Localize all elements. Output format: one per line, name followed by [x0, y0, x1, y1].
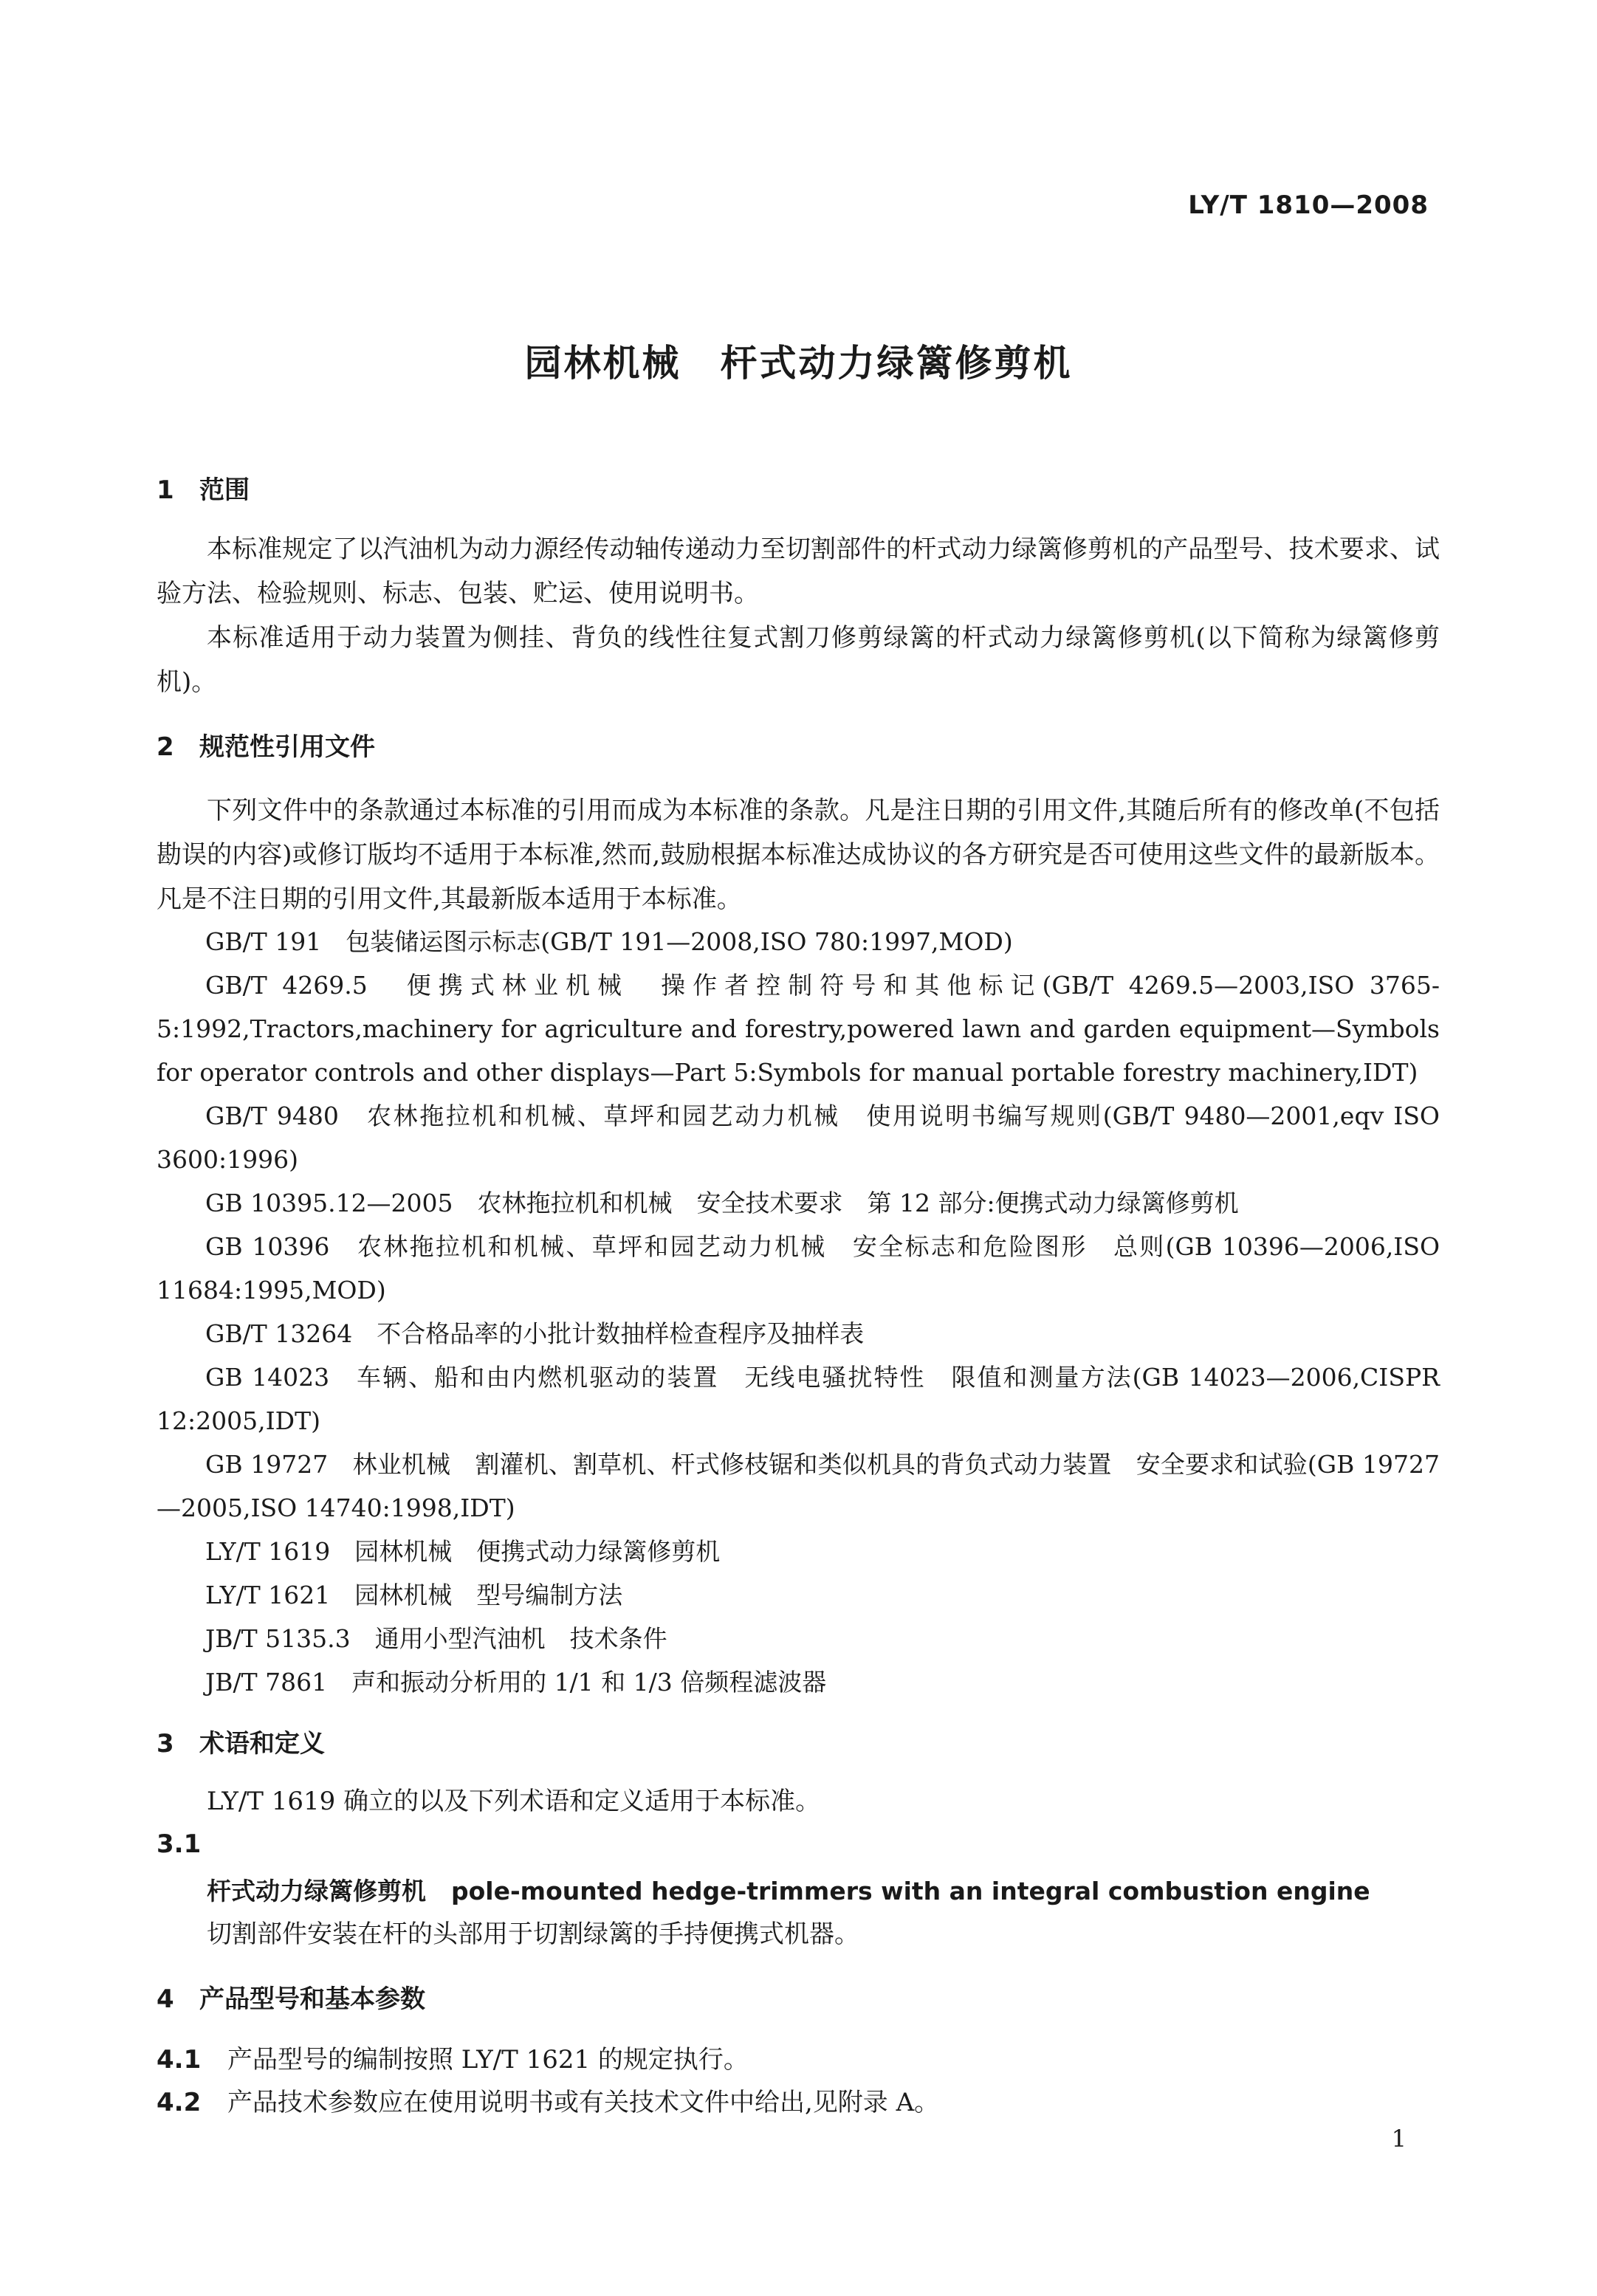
clause-number: 4.1 [157, 2045, 202, 2075]
term-definition: 切割部件安装在杆的头部用于切割绿篱的手持便携式机器。 [207, 1919, 859, 1949]
clause-number: 4.2 [157, 2088, 202, 2117]
section-heading [157, 470, 250, 506]
reference-item: GB/T 4269.5 便携式林业机械 操作者控制符号和其他标记(GB/T 4269.5—2003,ISO 3765-5:1992,Tractors,machinery for agriculture and forestry,powered lawn and garden equipment—Symbols for operator controls and other displays—Part 5:Symbols for manual portable forestry machinery,IDT) [157, 971, 1440, 1087]
term-chinese: 杆式动力绿篱修剪机 [207, 1877, 426, 1905]
term-number: 3.1 [157, 1829, 202, 1859]
section-title: 术语和定义 [199, 1729, 325, 1759]
section-number: 4 [157, 1984, 174, 2014]
term-entry [207, 1872, 1440, 1907]
clause-text: 产品型号的编制按照 LY/T 1621 的规定执行。 [227, 2045, 749, 2075]
reference-item: GB/T 191 包装储运图示标志(GB/T 191—2008,ISO 780:1997,MOD) [205, 927, 1013, 956]
section-number: 2 [157, 732, 174, 762]
section-title: 范围 [199, 475, 250, 505]
section-number: 3 [157, 1729, 174, 1759]
reference-item: GB/T 9480 农林拖拉机和机械、草坪和园艺动力机械 使用说明书编写规则(GB/T 9480—2001,eqv ISO 3600:1996) [157, 1101, 1440, 1174]
section-number: 1 [157, 475, 174, 505]
reference-item: GB/T 13264 不合格品率的小批计数抽样检查程序及抽样表 [205, 1319, 865, 1348]
paragraph: 本标准适用于动力装置为侧挂、背负的线性往复式割刀修剪绿篱的杆式动力绿篱修剪机(以下简称为绿篱修剪机)。 [157, 623, 1440, 697]
document-code: LY/T 1810—2008 [1188, 190, 1429, 220]
reference-item: LY/T 1621 园林机械 型号编制方法 [205, 1581, 623, 1609]
reference-item: JB/T 7861 声和振动分析用的 1/1 和 1/3 倍频程滤波器 [205, 1668, 827, 1697]
clause [157, 2039, 749, 2075]
paragraph: 下列文件中的条款通过本标准的引用而成为本标准的条款。凡是注日期的引用文件,其随后所有的修改单(不包括勘误的内容)或修订版均不适用于本标准,然而,鼓励根据本标准达成协议的各方研究是否可使用这些文件的最新版本。凡是不注日期的引用文件,其最新版本适用于本标准。 [157, 796, 1440, 914]
reference-item: JB/T 5135.3 通用小型汽油机 技术条件 [205, 1624, 667, 1653]
reference-item: GB 19727 林业机械 割灌机、割草机、杆式修枝锯和类似机具的背负式动力装置 安全要求和试验(GB 19727—2005,ISO 14740:1998,IDT) [157, 1450, 1440, 1522]
term-english: pole-mounted hedge-trimmers with an integral combustion engine [451, 1877, 1370, 1905]
page-number: 1 [1391, 2125, 1407, 2153]
paragraph: 本标准规定了以汽油机为动力源经传动轴传递动力至切割部件的杆式动力绿篱修剪机的产品型号、技术要求、试验方法、检验规则、标志、包装、贮运、使用说明书。 [157, 535, 1440, 608]
reference-item: GB 10395.12—2005 农林拖拉机和机械 安全技术要求 第 12 部分:便携式动力绿篱修剪机 [205, 1189, 1239, 1217]
document-title: 园林机械 杆式动力绿篱修剪机 [524, 342, 1073, 385]
section-heading [157, 1979, 425, 2015]
reference-item: LY/T 1619 园林机械 便携式动力绿篱修剪机 [205, 1537, 721, 1566]
reference-item: GB 10396 农林拖拉机和机械、草坪和园艺动力机械 安全标志和危险图形 总则(GB 10396—2006,ISO 11684:1995,MOD) [157, 1232, 1440, 1305]
section-title: 规范性引用文件 [199, 732, 375, 762]
clause-text: 产品技术参数应在使用说明书或有关技术文件中给出,见附录 A。 [227, 2088, 940, 2117]
section-heading [157, 726, 375, 763]
section-heading [157, 1723, 325, 1759]
paragraph: LY/T 1619 确立的以及下列术语和定义适用于本标准。 [207, 1787, 821, 1816]
reference-item: GB 14023 车辆、船和由内燃机驱动的装置 无线电骚扰特性 限值和测量方法(GB 14023—2006,CISPR 12:2005,IDT) [157, 1363, 1440, 1435]
clause [157, 2082, 939, 2118]
section-title: 产品型号和基本参数 [199, 1984, 425, 2014]
